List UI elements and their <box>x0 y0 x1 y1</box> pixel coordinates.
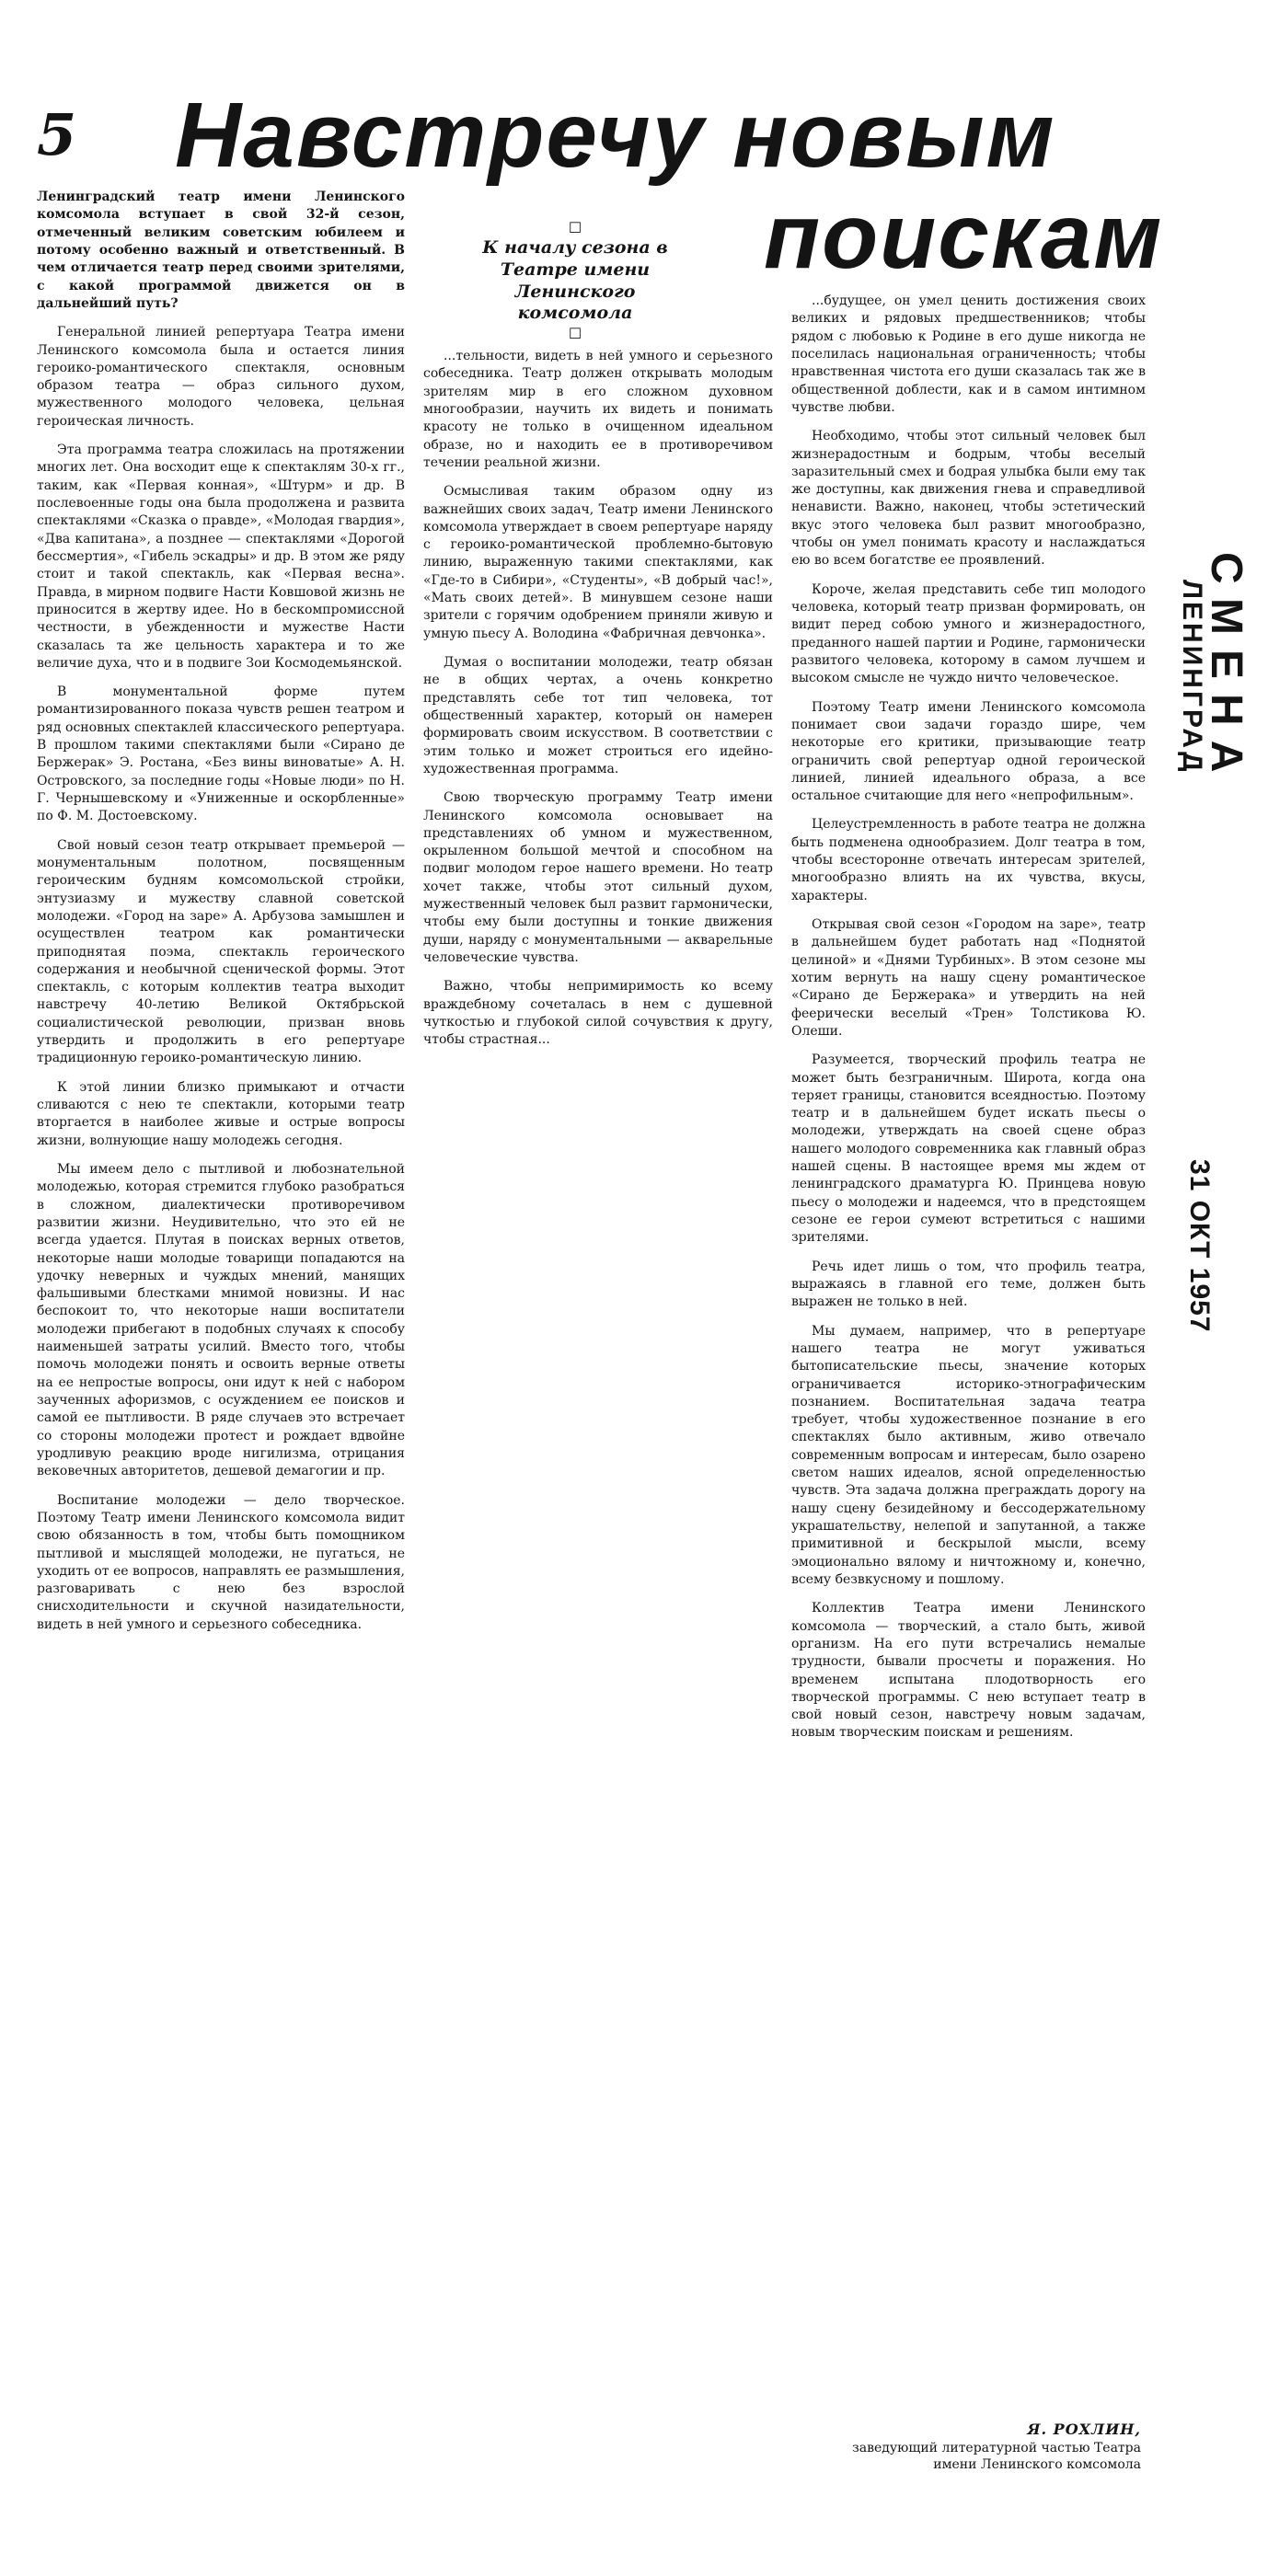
article-paragraph: Поэтому Театр имени Ленинского комсомола понимает свои задачи гораздо шире, чем некоторые его критики, призывающие театр ограничить свой репертуар одной героической линией, линией идеального образа, а все остальное считающие для него «непрофильным». <box>791 699 1146 804</box>
archive-stamp <box>1159 552 1256 1380</box>
article-paragraph: Открывая свой сезон «Городом на заре», театр в дальнейшем будет работать над «Поднятой целиной» и «Днями Турбиных». В этом сезоне мы хотим вернуть на нашу сцену романтическое «Сирано де Бержерака» и утвердить на ней феерически веселый «Трен» Толстикова Ю. Олеши. <box>791 917 1146 1039</box>
article-paragraph: Короче, желая представить себе тип молодого человека, который театр призван формировать, он видит перед собою умного и жизнерадостного, преданного нашей партии и Родине, гармонически развитого человека, которому в самом лучшем и высоком смысле не чуждо ничто человеческое. <box>791 581 1146 686</box>
article-paragraph: Мы имеем дело с пытливой и любознательной молодежью, которая стремится глубоко разобраться в сложном, диалектически противоречивом развитии жизни. Неудивительно, что это ей не всегда удается. Плутая в поисках верных ответов, некоторые наши молодые товарищи попадаются на удочку неверных и чуждых мнений, манящих фальшивыми блестками мнимой новизны. И нас беспокоит то, что некоторые наши воспитатели молодежи прибегают в подобных случаях к способу наименьшей затраты усилий. Вместо того, чтобы помочь молодежи понять и освоить верные ответы на ее непростые вопросы, они идут к ней с набором заученных афоризмов, с осуждением ее поисков и самой ее пытливости. В ряде случаев это встречает со стороны молодежи протест и рождает вдвойне уродливую реакцию вроде нигилизма, отрицания вековечных авторитетов, дешевой демагогии и пр. <box>37 1161 405 1479</box>
article-paragraph: Эта программа театра сложилась на протяжении многих лет. Она восходит еще к спектаклям 30-х гг., таким, как «Первая конная», «Штурм» и др. В послевоенные годы она была продолжена и развита спектаклями «Сказка о правде», «Молодая гвардия», «Два капитана», а позднее — спектаклями «Дорогой бессмертия», «Гибель эскадры» и др. В этом же ряду стоит и такой спектакль, как «Первая весна». Правда, в мирном подвиге Насти Ковшовой жизнь не приносится в жертву идее. Но в бескомпромиссной честности, в убежденности и мужестве Насти сказалась та же цельность характера и то же величие духа, что и в подвиге Зои Космодемьянской. <box>37 443 405 671</box>
headline-line-1: Навстречу новым <box>175 84 1056 187</box>
article-paragraph: Важно, чтобы непримиримость ко всему враждебному сочеталась в нем с душевной чуткостью и глубокой силой сочувствия к другу, чтобы страстная... <box>423 979 773 1048</box>
stamp-date: 31 ОКТ 1957 <box>1184 1159 1215 1333</box>
author-name: Я. РОХЛИН, <box>1027 2421 1141 2438</box>
author-role: заведующий литературной частью Театра имени Ленинского комсомола <box>852 2440 1141 2473</box>
headline-line-2: поискам <box>764 185 1164 288</box>
subtitle-ornament-top: ☐ <box>568 219 582 236</box>
article-paragraph: Необходимо, чтобы этот сильный человек был жизнерадостным и бодрым, чтобы веселый заразительный смех и бодрая улыбка были ему так же доступны, как движения гнева и справедливой ненависти. Важно, наконец, чтобы эстетический вкус этого человека был развит многообразно, чтобы он умел понимать красоту и наслаждаться ею во всем богатстве ее проявлений. <box>791 429 1146 569</box>
article-paragraph: Речь идет лишь о том, что профиль театра, выражаясь в главной его теме, должен быть выражен не только в ней. <box>791 1259 1146 1310</box>
article-paragraph: Думая о воспитании молодежи, театр обязан не в общих чертах, а очень конкретно представлять себе тот тип человека, тот общественный характер, который он намерен формировать своим искусством. В соответствии с этим только и может строиться его идейно-художественная программа. <box>423 655 773 776</box>
subtitle-block <box>478 219 672 343</box>
article-paragraph: ...будущее, он умел ценить достижения своих великих и рядовых предшественников; чтобы рядом с любовью к Родине в его душе никогда не поселилась национальная ограниченность; чтобы нравственная чистота его души сказалась так же в общественной доблести, как и в самом интимном чувстве любви. <box>791 293 1146 415</box>
article-paragraph: Генеральной линией репертуара Театра имени Ленинского комсомола была и остается линия героико-романтического спектакля, основным образом театра — образ сильного духом, мужественного молодого человека, цельная героическая личность. <box>37 325 405 429</box>
subtitle-text: К началу сезона в Театре имени Ленинского комсомола <box>482 237 668 324</box>
article-column-3 <box>791 293 1146 2409</box>
article-paragraph: Мы думаем, например, что в репертуаре нашего театра не могут уживаться бытописательские пьесы, значение которых ограничивается историко-этнографическим познанием. Воспитательная задача театра требует, чтобы художественное познание в его спектаклях было активным, живо отвечало современным вопросам и интересам, было озарено светом наших идеалов, ясной определенностью чувств. Эта задача должна преграждать дорогу на нашу сцену безидейному и бессодержательному украшательству, нелепой и запутанной, а также примитивной и бескрылой мысли, всему эмоционально вялому и ничтожному и, конечно, всему безвкусному и пошлому. <box>791 1323 1146 1587</box>
stamp-newspaper-name: СМЕНА <box>1202 552 1251 788</box>
article-paragraph: Коллектив Театра имени Ленинского комсомола — творческий, а стало быть, живой организм. На его пути встречались немалые трудности, бывали просчеты и поражения. Но временем испытана плодотворность его творческой программы. С нею вступает театр в свой новый сезон, навстречу новым задачам, новым творческим поискам и решениям. <box>791 1601 1146 1741</box>
article-column-1 <box>37 189 405 2461</box>
stamp-city: ЛЕНИНГРАД <box>1177 580 1207 775</box>
article-paragraph: В монументальной форме путем романтизированного показа чувств решен театром и ряд основных спектаклей классического репертуара. В прошлом такими спектаклями были «Сирано де Бержерак» Э. Ростана, «Без вины виноватые» А. Н. Островского, за последние годы «Новые люди» по Н. Г. Чернышевскому и «Униженные и оскорбленные» по Ф. М. Достоевскому. <box>37 684 405 824</box>
article-paragraph: Воспитание молодежи — дело творческое. Поэтому Театр имени Ленинского комсомола видит свою обязанность в том, чтобы быть помощником пытливой и мыслящей молодежи, не пугаться, не уходить от ее вопросов, направлять ее размышления, разговаривать с нею без взрослой снисходительности и скучной назидательности, видеть в ней умного и серьезного собеседника. <box>37 1492 405 1632</box>
article-paragraph: Целеустремленность в работе театра не должна быть подменена однообразием. Долг театра в том, чтобы всесторонне отвечать интересам зрителей, многообразно влиять на их чувства, вкусы, характеры. <box>791 817 1146 903</box>
subtitle-ornament-bottom: ☐ <box>568 325 582 342</box>
article-paragraph: Разумеется, творческий профиль театра не может быть безграничным. Широта, когда она теряет границы, становится всеядностью. Поэтому театр и в дальнейшем будет искать пьесы о молодежи, утверждать на своей сцене образ нашего молодого современника как главный образ нашей сцены. В настоящее время мы ждем от ленинградского драматурга Ю. Принцева новую пьесу о молодежи и надеемся, что в предстоящем сезоне ее герои сумеют встретиться с нашими зрителями. <box>791 1052 1146 1246</box>
article-paragraph: Свой новый сезон театр открывает премьерой — монументальным полотном, посвященным героическим будням комсомольской стройки, энтузиазму и мужеству славной советской молодежи. «Город на заре» А. Арбузова замышлен и осуществлен театром как романтически приподнятая поэма, спектакль героического содержания и необычной сценической формы. Этот спектакль, с которым коллектив театра выходит навстречу 40-летию Великой Октябрьской социалистической революции, призван вновь утвердить и продолжить в его репертуаре традиционную героико-романтическую линию. <box>37 837 405 1066</box>
article-lead: Ленинградский театр имени Ленинского комсомола вступает в свой 32-й сезон, отмеченный великим советским юбилеем и потому особенно важный и ответственный. В чем отличается театр перед своими зрителями, с какой программой движется он в дальнейший путь? <box>37 190 405 311</box>
author-signature <box>810 2420 1141 2474</box>
article-paragraph: Осмысливая таким образом одну из важнейших своих задач, Театр имени Ленинского комсомола утверждает в своем репертуаре наряду с героико-романтической проблемно-бытовую линию, выраженную такими спектаклями, как «Где-то в Сибири», «Студенты», «В добрый час!», «Мать своих детей». В минувшем сезоне наши зрители с горячим одобрением приняли живую и умную пьесу А. Володина «Фабричная девчонка». <box>423 484 773 641</box>
article-column-2 <box>423 348 773 1438</box>
article-paragraph: К этой линии близко примыкают и отчасти сливаются с нею те спектакли, которыми театр вторгается в наиболее живые и острые вопросы жизни, волнующие нашу молодежь сегодня. <box>37 1079 405 1148</box>
article-paragraph: Свою творческую программу Театр имени Ленинского комсомола основывает на представлениях об умном и мужественном, окрыленном большой мечтой и способном на подвиг молодом герое нашего времени. Но театр хочет также, чтобы этот сильный духом, мужественный человек был развит гармонически, чтобы ему были доступны и тонкие движения души, наряду с монументальными — акварельные человеческие чувства. <box>423 790 773 965</box>
article-paragraph: ...тельности, видеть в ней умного и серьезного собеседника. Театр должен открывать молодым зрителям мир в его сложном духовном многообразии, научить их видеть и понимать красоту не только в очищенном идеальном образе, но и находить ее в противоречивом течении реальной жизни. <box>423 349 773 470</box>
page-number: 5 <box>37 101 77 168</box>
